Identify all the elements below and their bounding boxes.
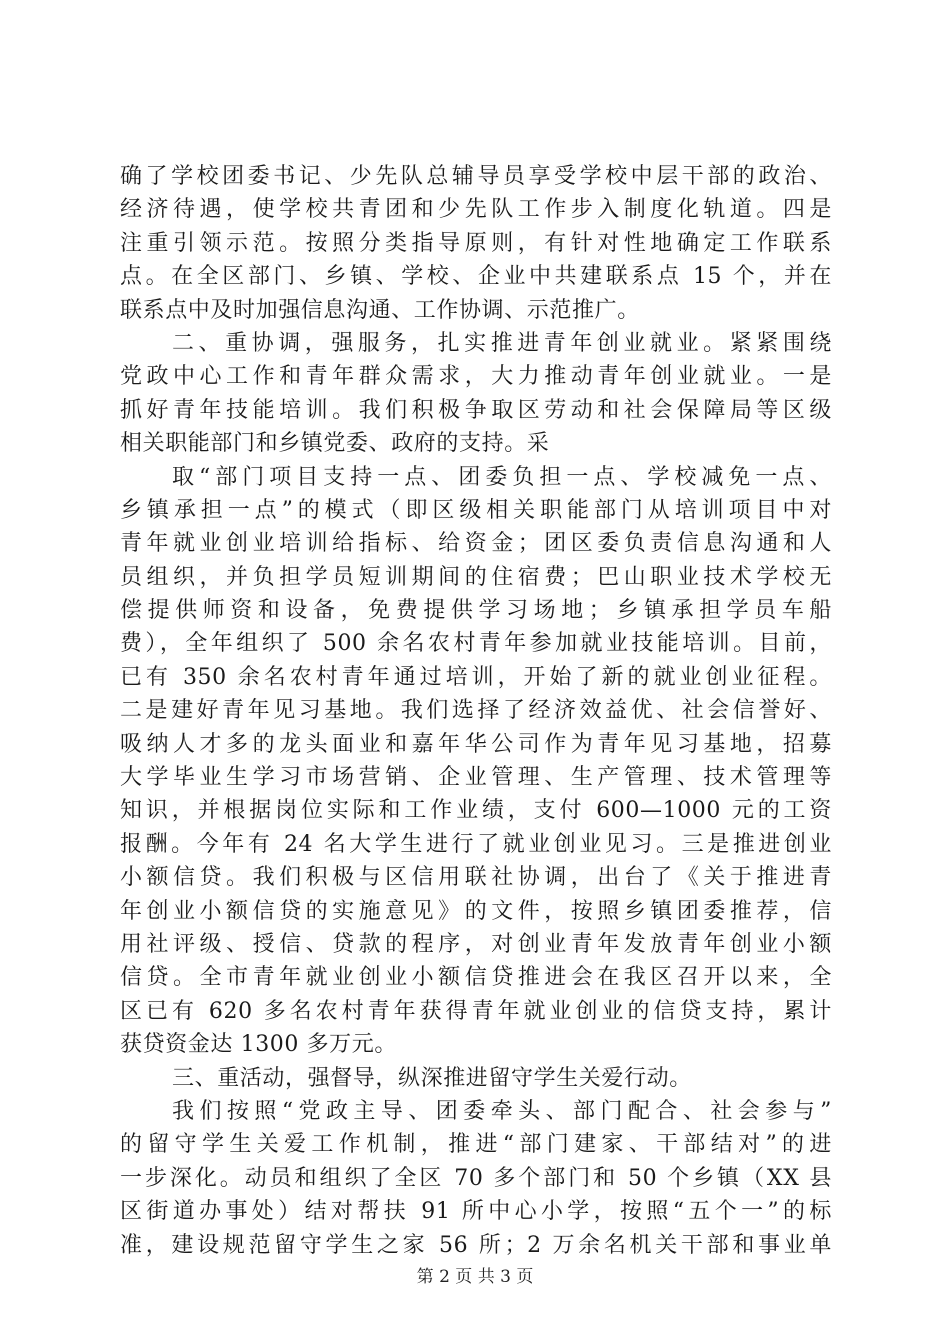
text-line: 区已有 620 多名农村青年获得青年就业创业的信贷支持，累计	[120, 998, 832, 1024]
text-line: 获贷资金达 1300 多万元。	[120, 1032, 397, 1058]
text-line: 注重引领示范。按照分类指导原则，有针对性地确定工作联系	[120, 230, 832, 256]
text-line: 信贷。全市青年就业创业小额信贷推进会在我区召开以来，全	[120, 965, 832, 991]
text-line: 确了学校团委书记、少先队总辅导员享受学校中层干部的政治、	[120, 164, 832, 189]
text-line: 联系点中及时加强信息沟通、工作协调、示范推广。	[120, 297, 640, 323]
text-line: 偿提供师资和设备，免费提供学习场地；乡镇承担学员车船	[120, 598, 832, 624]
text-line: 大学毕业生学习市场营销、企业管理、生产管理、技术管理等	[120, 765, 832, 791]
text-line: 年创业小额信贷的实施意见》的文件，按照乡镇团委推荐，信	[120, 898, 832, 924]
text-line: 费），全年组织了 500 余名农村青年参加就业技能培训。目前，	[120, 631, 832, 657]
text-line: 准，建设规范留守学生之家 56 所；2 万余名机关干部和事业单	[120, 1232, 832, 1258]
text-line: 员组织，并负担学员短训期间的住宿费；巴山职业技术学校无	[120, 564, 832, 590]
text-line: 报酬。今年有 24 名大学生进行了就业创业见习。三是推进创业	[120, 831, 832, 857]
text-line: 取“部门项目支持一点、团委负担一点、学校减免一点、	[172, 464, 832, 490]
text-line: 三、重活动，强督导，纵深推进留守学生关爱行动。	[172, 1065, 692, 1091]
text-line: 区街道办事处）结对帮扶 91 所中心小学，按照“五个一”的标	[120, 1199, 832, 1225]
document-body	[120, 160, 832, 1262]
text-line: 用社评级、授信、贷款的程序，对创业青年发放青年创业小额	[120, 931, 832, 957]
text-line: 二、重协调，强服务，扎实推进青年创业就业。紧紧围绕	[172, 330, 832, 356]
text-line: 小额信贷。我们积极与区信用联社协调，出台了《关于推进青	[120, 865, 832, 891]
text-line: 一步深化。动员和组织了全区 70 多个部门和 50 个乡镇（XX 县	[120, 1165, 832, 1191]
text-line: 的留守学生关爱工作机制，推进“部门建家、干部结对”的进	[120, 1132, 832, 1158]
text-line: 青年就业创业培训给指标、给资金；团区委负责信息沟通和人	[120, 531, 832, 557]
text-line: 已有 350 余名农村青年通过培训，开始了新的就业创业征程。	[120, 664, 832, 690]
text-line: 知识，并根据岗位实际和工作业绩，支付 600—1000 元的工资	[120, 798, 832, 824]
text-line: 二是建好青年见习基地。我们选择了经济效益优、社会信誉好、	[120, 698, 832, 724]
text-line: 点。在全区部门、乡镇、学校、企业中共建联系点 15 个，并在	[120, 264, 832, 290]
text-line: 经济待遇，使学校共青团和少先队工作步入制度化轨道。四是	[120, 197, 832, 223]
text-line: 吸纳人才多的龙头面业和嘉年华公司作为青年见习基地，招募	[120, 731, 832, 757]
page-number-footer: 第 2 页 共 3 页	[416, 1267, 534, 1287]
text-line: 相关职能部门和乡镇党委、政府的支持。采	[120, 431, 550, 457]
text-line: 抓好青年技能培训。我们积极争取区劳动和社会保障局等区级	[120, 397, 832, 423]
text-line: 乡镇承担一点”的模式（即区级相关职能部门从培训项目中对	[120, 497, 832, 523]
text-line: 党政中心工作和青年群众需求，大力推动青年创业就业。一是	[120, 364, 832, 390]
text-line: 我们按照“党政主导、团委牵头、部门配合、社会参与”	[172, 1098, 832, 1124]
